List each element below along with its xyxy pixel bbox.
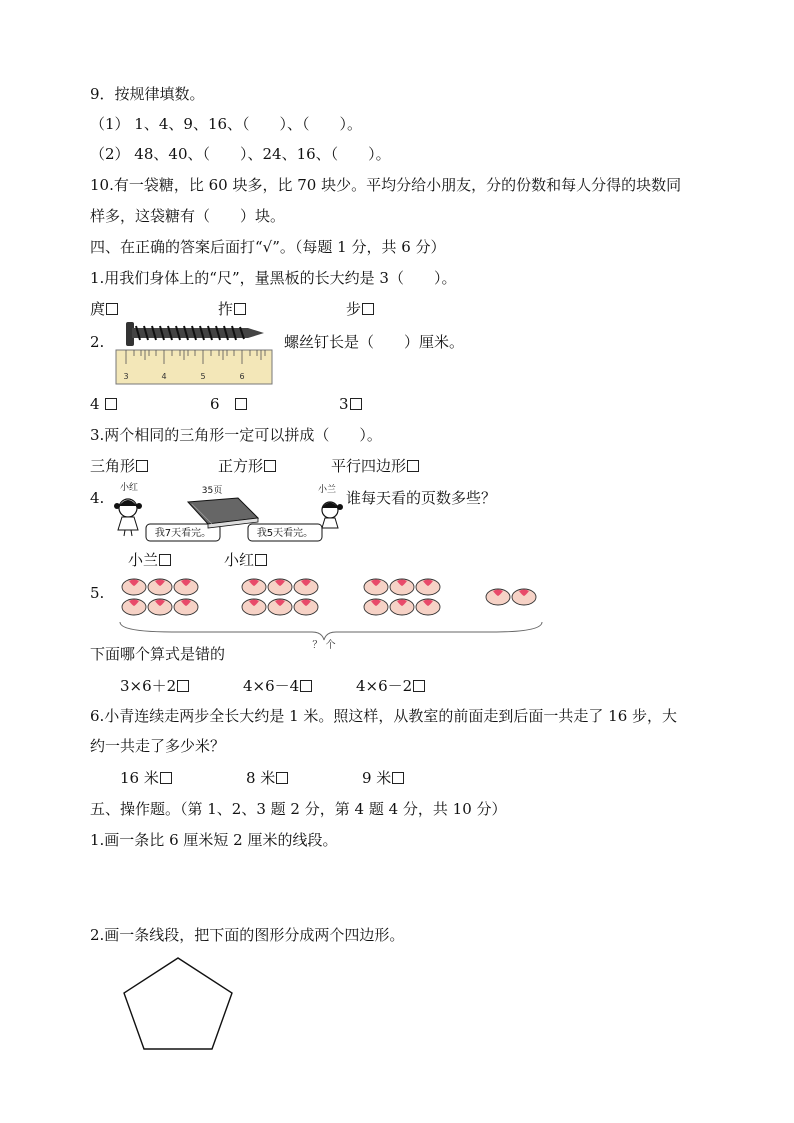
q9-part1: （1） 1、4、9、16、（ ）、（ ）。: [90, 115, 363, 133]
peach-icon: [148, 579, 172, 595]
s4-q6-line2: 约一共走了多少米？: [90, 737, 226, 755]
s4-q4-number: 4.: [90, 489, 105, 507]
peach-icon: [416, 579, 440, 595]
pentagon-figure: [118, 953, 238, 1053]
peach-icon: [390, 599, 414, 615]
ruler-label: 5: [200, 372, 206, 381]
s4-q2-option-3[interactable]: [339, 394, 362, 414]
peach-icon: [242, 599, 266, 615]
option-label: 正方形: [218, 457, 264, 475]
checkbox[interactable]: [300, 680, 312, 692]
s4-q6-option-1[interactable]: [120, 768, 172, 788]
checkbox[interactable]: [276, 772, 288, 784]
peach-icon: [512, 589, 536, 605]
s4-q1-text: 1.用我们身体上的“尺”，量黑板的长大约是 3（ ）。: [90, 269, 457, 287]
q9-part2: （2） 48、40、（ ）、24、16、（ ）。: [90, 145, 391, 163]
option-label: 4×6－2: [356, 677, 413, 695]
s4-q4-option-1[interactable]: [128, 550, 171, 570]
ruler-label: 3: [123, 372, 129, 381]
option-label: 4×6－4: [243, 677, 300, 695]
option-label: 小红: [224, 551, 255, 569]
option-label: 平行四边形: [331, 457, 407, 475]
peach-icon: [122, 599, 146, 615]
s4-q3-option-2[interactable]: [218, 456, 276, 476]
q9-title: 9．按规律填数。: [90, 85, 205, 103]
name-xiaohong: 小红: [120, 483, 139, 493]
checkbox[interactable]: [350, 398, 362, 410]
peach-icon: [364, 599, 388, 615]
checkbox[interactable]: [136, 460, 148, 472]
checkbox[interactable]: [255, 554, 267, 566]
peach-icon: [174, 579, 198, 595]
s4-q3-text: 3.两个相同的三角形一定可以拼成（ ）。: [90, 426, 382, 444]
s4-q2-option-2[interactable]: [210, 394, 247, 414]
checkbox[interactable]: [106, 303, 118, 315]
s4-q1-option-2[interactable]: [218, 299, 246, 319]
section5-title: 五、操作题。（第 1、2、3 题 2 分，第 4 题 4 分，共 10 分）: [90, 800, 507, 818]
option-label: 庹: [90, 300, 106, 318]
checkbox[interactable]: [235, 398, 247, 410]
peach-icon: [122, 579, 146, 595]
peach-icon: [174, 599, 198, 615]
s4-q4-option-2[interactable]: [224, 550, 267, 570]
section4-title: 四、在正确的答案后面打“√”。（每题 1 分，共 6 分）: [90, 238, 446, 256]
peach-icon: [148, 599, 172, 615]
option-label: 3×6＋2: [120, 677, 177, 695]
s4-q4-question: 谁每天看的页数多些？: [346, 489, 497, 507]
option-label: 3: [339, 395, 349, 413]
bubble-right: 我5天看完。: [256, 528, 314, 539]
s4-q2-text: 螺丝钉长是（ ）厘米。: [284, 333, 465, 351]
ruler-label: 4: [161, 372, 167, 381]
checkbox[interactable]: [362, 303, 374, 315]
brace-label: ？ 个: [312, 640, 336, 651]
option-label: 6: [210, 395, 220, 413]
peach-icon: [486, 589, 510, 605]
peach-icon: [294, 599, 318, 615]
option-label: 拃: [218, 300, 234, 318]
s4-q6-line1: 6.小青连续走两步全长大约是 1 米。照这样，从教室的前面走到后面一共走了 16 步，大: [90, 707, 678, 725]
peach-icon: [294, 579, 318, 595]
s4-q3-option-1[interactable]: [90, 456, 148, 476]
bubble-left: 我7天看完。: [154, 528, 212, 539]
checkbox[interactable]: [160, 772, 172, 784]
q10-line2: 样多，这袋糖有（ ）块。: [90, 207, 286, 225]
book-label: 35页: [201, 486, 223, 496]
s5-q1-text: 1.画一条比 6 厘米短 2 厘米的线段。: [90, 831, 338, 849]
checkbox[interactable]: [159, 554, 171, 566]
option-label: 8 米: [246, 769, 276, 787]
s4-q5-option-2[interactable]: [243, 676, 312, 696]
s4-q5-option-3[interactable]: [356, 676, 425, 696]
girl-left-icon: [114, 499, 142, 536]
peach-icon: [242, 579, 266, 595]
s4-q1-option-3[interactable]: [346, 299, 374, 319]
s4-q3-option-3[interactable]: [331, 456, 419, 476]
peach-icon: [416, 599, 440, 615]
option-label: 4: [90, 395, 100, 413]
s4-q5-number: 5.: [90, 584, 105, 602]
option-label: 三角形: [90, 457, 136, 475]
peach-icon: [268, 579, 292, 595]
screw-icon: [126, 322, 264, 346]
checkbox[interactable]: [264, 460, 276, 472]
option-label: 16 米: [120, 769, 159, 787]
s5-q2-text: 2.画一条线段，把下面的图形分成两个四边形。: [90, 926, 405, 944]
checkbox[interactable]: [105, 398, 117, 410]
name-xiaolan: 小兰: [318, 485, 337, 495]
peach-icon: [390, 579, 414, 595]
s4-q2-number: 2.: [90, 333, 105, 351]
option-label: 小兰: [128, 551, 159, 569]
s4-q2-option-1[interactable]: [90, 394, 117, 414]
s4-q1-option-1[interactable]: [90, 299, 118, 319]
s4-q5-question: 下面哪个算式是错的: [90, 645, 226, 663]
checkbox[interactable]: [234, 303, 246, 315]
q10-line1: 10.有一袋糖，比 60 块多，比 70 块少。平均分给小朋友，分的份数和每人分得的块数同: [90, 176, 682, 194]
checkbox[interactable]: [407, 460, 419, 472]
option-label: 步: [346, 300, 362, 318]
reading-figure: [108, 478, 348, 550]
option-label: 9 米: [362, 769, 392, 787]
ruler: [116, 350, 272, 384]
girl-right-icon: [322, 502, 343, 528]
screw-ruler-figure: [114, 318, 276, 386]
peach-icon: [364, 579, 388, 595]
checkbox[interactable]: [413, 680, 425, 692]
checkbox[interactable]: [392, 772, 404, 784]
peach-figure: [112, 572, 548, 652]
checkbox[interactable]: [177, 680, 189, 692]
s4-q6-option-3[interactable]: [362, 768, 404, 788]
s4-q5-option-1[interactable]: [120, 676, 189, 696]
s4-q6-option-2[interactable]: [246, 768, 288, 788]
peach-icon: [268, 599, 292, 615]
ruler-label: 6: [239, 372, 245, 381]
